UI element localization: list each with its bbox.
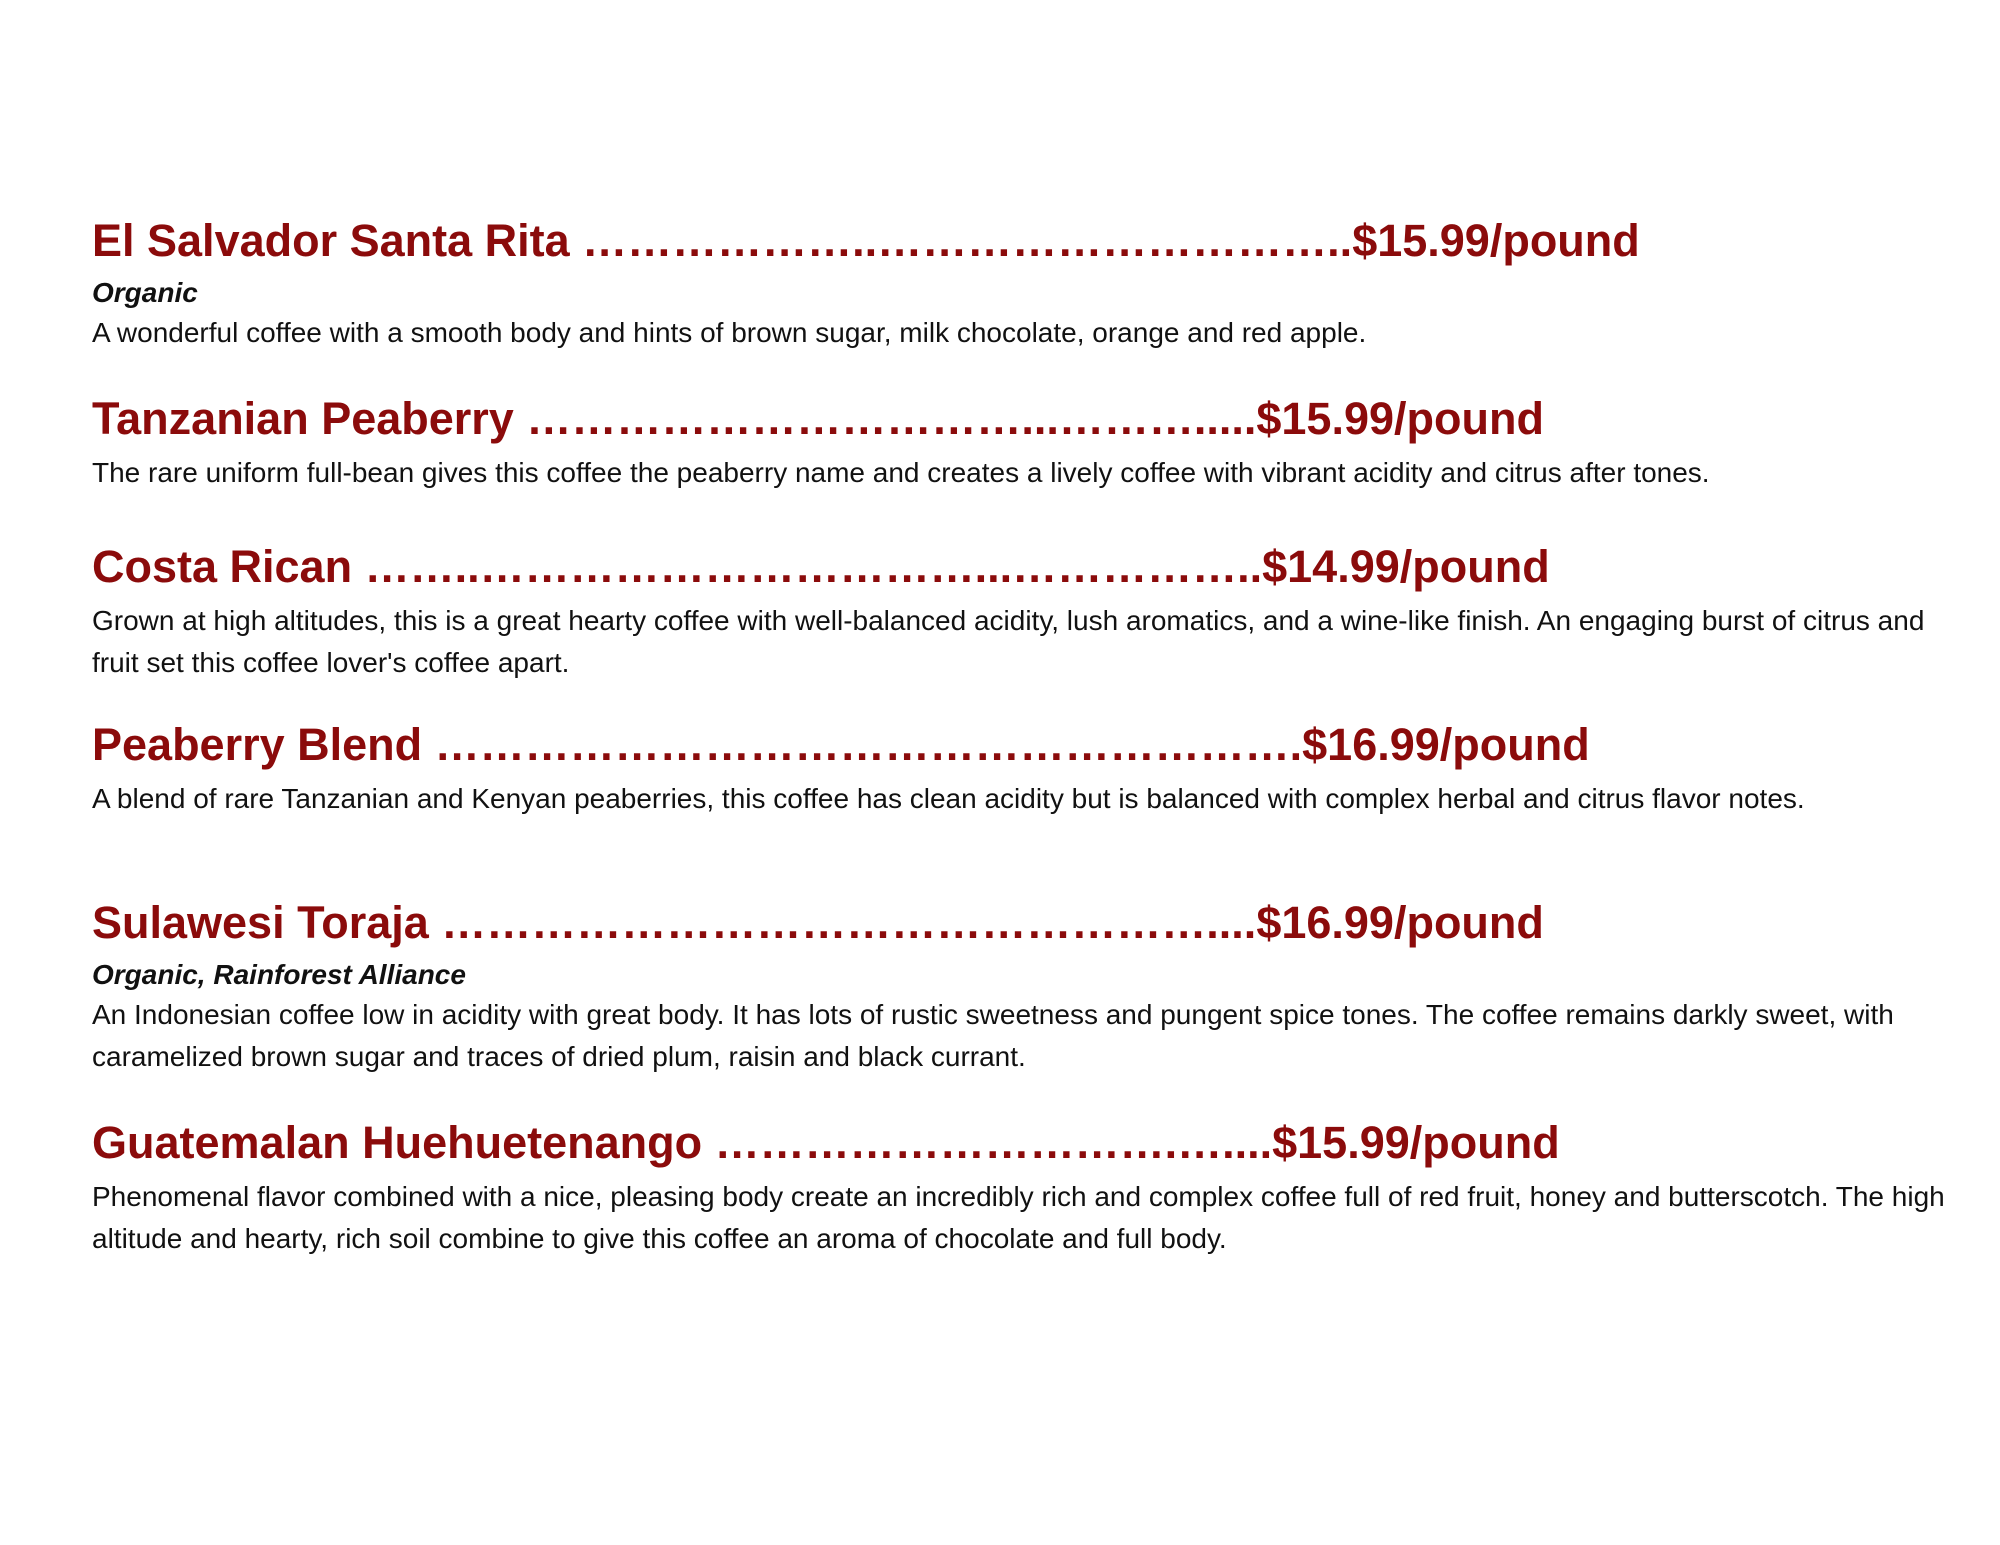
menu-item: [92, 1116, 1952, 1260]
menu-item: [92, 540, 1952, 684]
menu-item: [92, 392, 1952, 494]
coffee-name: El Salvador Santa Rita: [92, 215, 570, 266]
menu-item-heading: [92, 214, 1952, 268]
coffee-price: $15.99/pound: [1256, 393, 1544, 444]
coffee-name: Guatemalan Huehuetenango: [92, 1117, 703, 1168]
coffee-description: A blend of rare Tanzanian and Kenyan peaberries, this coffee has clean acidity but is balanced with complex herbal and citrus flavor notes.: [92, 783, 1805, 814]
menu-item-heading: [92, 1116, 1952, 1170]
certification-tag: Organic: [92, 277, 198, 308]
coffee-description: The rare uniform full-bean gives this coffee the peaberry name and creates a lively coffee with vibrant acidity and citrus after tones.: [92, 457, 1710, 488]
menu-item: [92, 896, 1952, 1078]
coffee-name: Costa Rican: [92, 541, 353, 592]
menu-item-heading: [92, 540, 1952, 594]
dot-leader: ………………………….…....: [702, 1117, 1273, 1168]
coffee-description: Grown at high altitudes, this is a great hearty coffee with well-balanced acidity, lush aromatics, and a wine-like finish. An engaging burst of citrus and fruit set this coffee lover's coffee apart.: [92, 605, 1925, 678]
dot-leader: ……………………………………………....: [428, 897, 1257, 948]
dot-leader: ……..……………………………...……………..: [352, 541, 1263, 592]
dot-leader: ……………………………...……….....: [513, 393, 1257, 444]
coffee-price: $16.99/pound: [1256, 897, 1544, 948]
menu-item-heading: [92, 718, 1952, 772]
coffee-price: $16.99/pound: [1302, 719, 1590, 770]
dot-leader: ………………..…………………………..: [569, 215, 1353, 266]
coffee-description: A wonderful coffee with a smooth body and hints of brown sugar, milk chocolate, orange and red apple.: [92, 317, 1367, 348]
menu-item-heading: [92, 896, 1952, 950]
coffee-price: $15.99/pound: [1352, 215, 1640, 266]
menu-item-heading: [92, 392, 1952, 446]
coffee-price: $14.99/pound: [1262, 541, 1550, 592]
coffee-name: Tanzanian Peaberry: [92, 393, 514, 444]
certification-tag: Organic, Rainforest Alliance: [92, 959, 466, 990]
coffee-name: Sulawesi Toraja: [92, 897, 429, 948]
coffee-price: $15.99/pound: [1272, 1117, 1560, 1168]
menu-item: [92, 214, 1952, 354]
dot-leader: ………………………………………………….: [422, 719, 1303, 770]
coffee-name: Peaberry Blend: [92, 719, 423, 770]
coffee-menu-page: [92, 0, 1952, 1545]
coffee-description: An Indonesian coffee low in acidity with great body. It has lots of rustic sweetness and pungent spice tones. The coffee remains darkly sweet, with caramelized brown sugar and traces of dried plum, raisin and black currant.: [92, 999, 1894, 1072]
coffee-description: Phenomenal flavor combined with a nice, pleasing body create an incredibly rich and complex coffee full of red fruit, honey and butterscotch. The high altitude and hearty, rich soil combine to give this coffee an aroma of chocolate and full body.: [92, 1181, 1945, 1254]
menu-item: [92, 718, 1952, 820]
